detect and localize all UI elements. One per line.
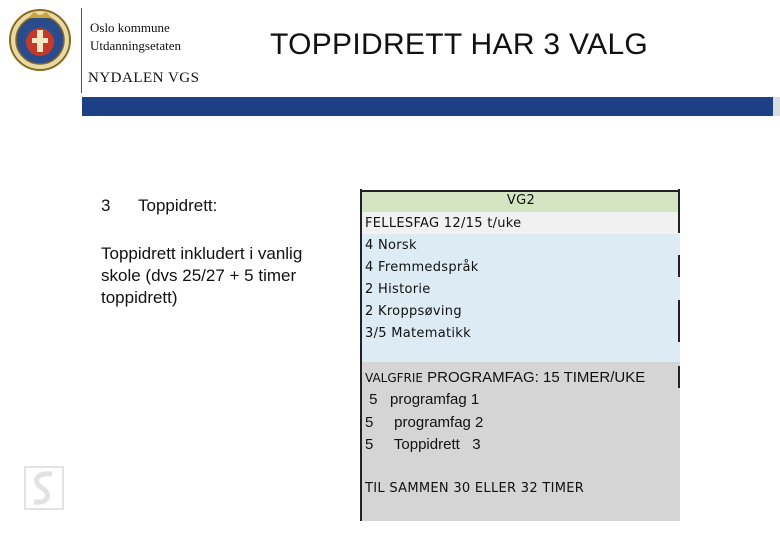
org-department: Utdanningsetaten <box>90 38 181 53</box>
watermark-logo-icon <box>24 466 64 510</box>
list-item: 2 Historie <box>365 282 431 297</box>
section-body: Toppidrett inkludert i vanlig skole (dvs 25/27 + 5 timer toppidrett) <box>101 244 303 307</box>
org-name: Oslo kommune <box>90 20 170 35</box>
page-title: TOPPIDRETT HAR 3 VALG <box>270 28 649 61</box>
valgfrie-title <box>365 369 645 386</box>
oslo-city-seal-icon <box>8 8 72 72</box>
table-header-label: VG2 <box>506 193 536 208</box>
list-item: 5 programfag 1 <box>365 391 480 408</box>
valgfrie-prefix: VALGFRIE <box>365 371 423 385</box>
list-number: 3 <box>101 196 111 215</box>
list-item: 5 programfag 2 <box>365 414 484 431</box>
section-heading: Toppidrett: <box>138 196 218 215</box>
header-bar <box>82 97 774 116</box>
list-item: 4 Norsk <box>365 238 417 253</box>
list-item: 3/5 Matematikk <box>365 326 471 341</box>
header-bar-end <box>773 97 780 116</box>
list-item: 5 Toppidrett 3 <box>365 436 481 453</box>
list-item: 4 Fremmedspråk <box>365 260 479 275</box>
school-name: NYDALEN VGS <box>88 70 200 86</box>
table-right-tick <box>678 255 680 277</box>
table-right-tick <box>678 366 680 388</box>
table-right-border <box>678 189 680 233</box>
fellesfag-block <box>362 234 680 362</box>
table-left-border <box>360 189 362 521</box>
total-hours: TIL SAMMEN 30 ELLER 32 TIMER <box>365 481 585 496</box>
list-item: 2 Kroppsøving <box>365 304 462 319</box>
table-header-row <box>362 190 680 213</box>
valgfrie-rest: PROGRAMFAG: 15 TIMER/UKE <box>423 369 646 386</box>
table-right-tick <box>678 300 680 342</box>
header-divider <box>81 8 82 93</box>
fellesfag-title: FELLESFAG 12/15 t/uke <box>365 216 522 231</box>
